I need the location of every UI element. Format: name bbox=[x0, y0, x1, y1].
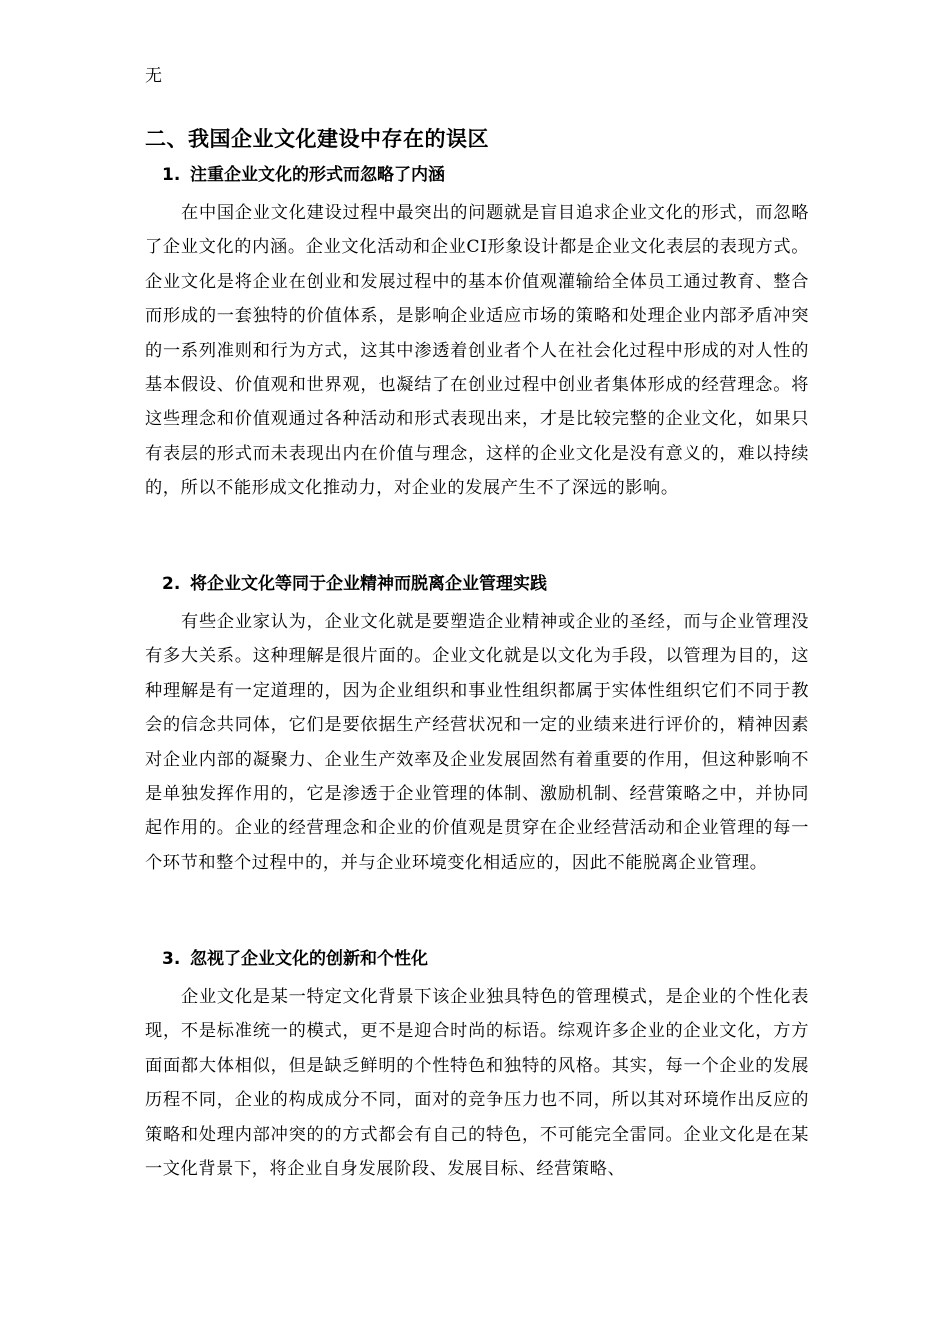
subsection-heading-1 bbox=[162, 162, 445, 188]
subsection-number: 2. bbox=[162, 574, 181, 594]
paragraph-2: 有些企业家认为，企业文化就是要塑造企业精神或企业的圣经，而与企业管理没有多大关系。这种理解是很片面的。企业文化就是以文化为手段，以管理为目的，这种理解是有一定道理的，因为企业组织和事业性组织都属于实体性组织它们不同于教会的信念共同体，它们是要依据生产经营状况和一定的业绩来进行评价的，精神因素对企业内部的凝聚力、企业生产效率及企业发展固然有着重要的作用，但这种影响不是单独发挥作用的，它是渗透于企业管理的体制、激励机制、经营策略之中，并协同起作用的。企业的经营理念和企业的价值观是贯穿在企业经营活动和企业管理的每一个环节和整个过程中的，并与企业环境变化相适应的，因此不能脱离企业管理。 bbox=[145, 612, 809, 873]
subsection-title: 忽视了企业文化的创新和个性化 bbox=[190, 949, 428, 969]
paragraph-1: 在中国企业文化建设过程中最突出的问题就是盲目追求企业文化的形式，而忽略了企业文化的内涵。企业文化活动和企业CI形象设计都是企业文化表层的表现方式。企业文化是将企业在创业和发展过程中的基本价值观灌输给全体员工通过教育、整合而形成的一套独特的价值体系，是影响企业适应市场的策略和处理企业内部矛盾冲突的一系列准则和行为方式，这其中渗透着创业者个人在社会化过程中形成的对人性的基本假设、价值观和世界观，也凝结了在创业过程中创业者集体形成的经营理念。将这些理念和价值观通过各种活动和形式表现出来，才是比较完整的企业文化，如果只有表层的形式而未表现出内在价值与理念，这样的企业文化是没有意义的，难以持续的，所以不能形成文化推动力，对企业的发展产生不了深远的影响。 bbox=[145, 203, 809, 499]
subsection-heading-3 bbox=[162, 946, 428, 972]
paragraph-3: 企业文化是某一特定文化背景下该企业独具特色的管理模式，是企业的个性化表现，不是标准统一的模式，更不是迎合时尚的标语。综观许多企业的企业文化，方方面面都大体相似，但是缺乏鲜明的个性特色和独特的风格。其实，每一个企业的发展历程不同，企业的构成成分不同，面对的竞争压力也不同，所以其对环境作出反应的策略和处理内部冲突的的方式都会有自己的特色，不可能完全雷同。企业文化是在某一文化背景下，将企业自身发展阶段、发展目标、经营策略、 bbox=[145, 987, 809, 1180]
subsection-number: 3. bbox=[162, 949, 181, 969]
subsection-title: 将企业文化等同于企业精神而脱离企业管理实践 bbox=[190, 574, 547, 594]
subsection-heading-2 bbox=[162, 571, 547, 597]
page-header-text: 无 bbox=[145, 66, 162, 86]
subsection-title: 注重企业文化的形式而忽略了内涵 bbox=[190, 165, 445, 185]
section-title: 二、我国企业文化建设中存在的误区 bbox=[145, 127, 489, 151]
subsection-number: 1. bbox=[162, 165, 181, 185]
